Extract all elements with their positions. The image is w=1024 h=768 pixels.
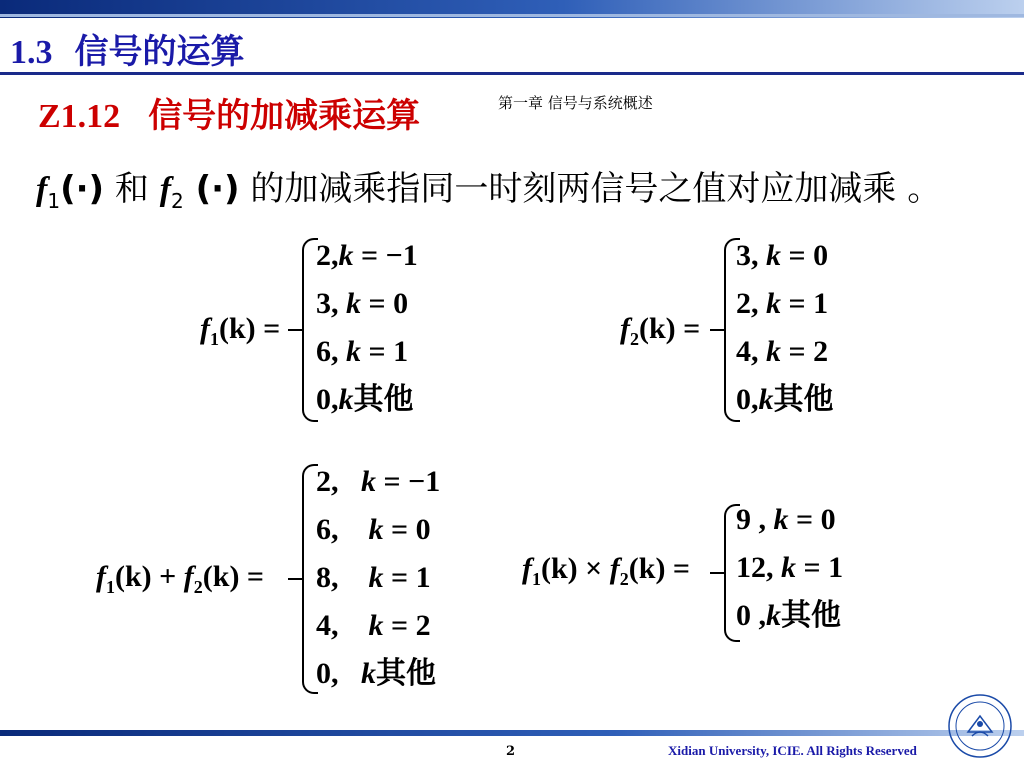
equation-f2-cases [736, 232, 834, 424]
university-seal-icon [946, 692, 1014, 760]
case-row: 6, k = 1 [316, 335, 409, 368]
chapter-label: 第一章 信号与系统概述 [498, 94, 653, 112]
top-bar-stripe [0, 14, 1024, 17]
top-bar [0, 0, 1024, 18]
case-row: 3, k = 0 [736, 239, 829, 272]
section-title [10, 24, 245, 73]
case-row: 2,k = −1 [316, 239, 418, 272]
case-row: 0 ,k其他 [736, 598, 841, 633]
section-number: 1.3 [10, 34, 53, 71]
bottom-bar [0, 730, 1024, 736]
page-number: 2 [506, 744, 516, 759]
section-title-text: 信号的运算 [74, 32, 245, 72]
case-row: 4, k = 2 [316, 609, 431, 642]
title-rule [0, 72, 1024, 75]
description-text [36, 160, 996, 230]
desc-dot2: (·) [183, 169, 240, 209]
case-row: 9 , k = 0 [736, 503, 836, 536]
footer-copyright: Xidian University, ICIE. All Rights Reserved [668, 743, 917, 758]
desc-dot1: (·) [60, 169, 105, 209]
case-row: 0,k其他 [736, 382, 834, 417]
case-row: 0,k其他 [316, 382, 414, 417]
equation-product-lhs: $f_1(k) \times f_2(k)$ = [522, 552, 691, 589]
desc-rest: 的加减乘指同一时刻两信号之值对应加减乘 。 [239, 169, 942, 209]
case-row: 0, k其他 [316, 656, 436, 691]
equation-product-cases [736, 496, 843, 640]
case-row: 4, k = 2 [736, 335, 829, 368]
case-row: 2, k = −1 [316, 465, 441, 498]
case-row: 2, k = 1 [736, 287, 829, 320]
subsection-title-text: 信号的加减乘运算 [148, 96, 421, 136]
subsection-title [38, 88, 420, 137]
equation-f2-lhs: $f_2(k)$ = [620, 312, 701, 349]
case-row: 12, k = 1 [736, 551, 844, 584]
case-row: 8, k = 1 [316, 561, 431, 594]
subsection-code: Z1.12 [38, 98, 121, 135]
case-row: 3, k = 0 [316, 287, 409, 320]
desc-f2-sub: 2 [171, 188, 184, 213]
desc-he: 和 [104, 169, 160, 209]
equation-sum-lhs: $f_1(k) + f_2(k)$ = [96, 560, 265, 597]
equation-sum-cases [316, 458, 440, 698]
desc-f2: f [159, 171, 172, 208]
equation-f1-cases [316, 232, 418, 424]
desc-f1-sub: 1 [47, 188, 61, 213]
equation-f1-lhs: $f_1(k)$ = [200, 312, 281, 349]
desc-f1: f [36, 171, 48, 208]
case-row: 6, k = 0 [316, 513, 431, 546]
